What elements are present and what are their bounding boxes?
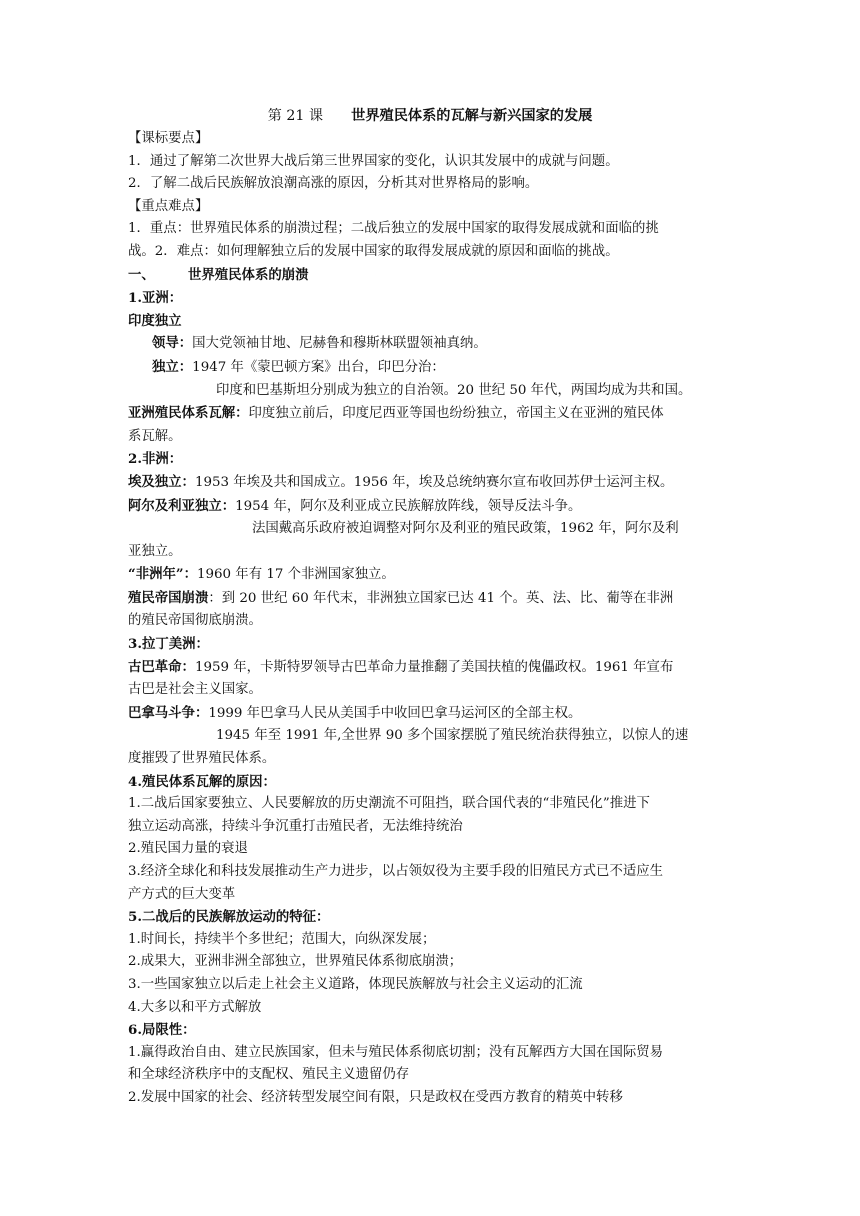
india-independence bbox=[128, 356, 732, 380]
lesson-title: 世界殖民体系的瓦解与新兴国家的发展 bbox=[351, 108, 593, 124]
independence-label: 独立： bbox=[152, 358, 193, 375]
latin-heading: 3.拉丁美洲： bbox=[128, 636, 209, 653]
independence-text: 1947 年《蒙巴顿方案》出台，印巴分治： bbox=[192, 359, 445, 375]
leader-label: 领导： bbox=[152, 335, 193, 352]
africa-year-text: 1960 年有 17 个非洲国家独立。 bbox=[196, 567, 395, 583]
panama-label: 巴拿马斗争： bbox=[128, 704, 209, 721]
africa-year-label: “非洲年”： bbox=[128, 566, 197, 583]
egypt-text: 1953 年埃及共和国成立。1956 年，埃及总统纳赛尔宣布收回苏伊士运河主权。 bbox=[194, 474, 674, 490]
reasons-line: 产方式的巨大变革 bbox=[128, 886, 236, 902]
algeria-label: 阿尔及利亚独立： bbox=[128, 497, 236, 514]
cuba-text: 1959 年，卡斯特罗领导古巴革命力量推翻了美国扶植的傀儡政权。1961 年宣布 bbox=[194, 659, 674, 675]
india-leader bbox=[128, 332, 732, 356]
cuba-revolution bbox=[128, 656, 732, 680]
features-line: 4.大多以和平方式解放 bbox=[128, 999, 262, 1015]
cuba-revolution-cont: 古巴是社会主义国家。 bbox=[128, 682, 262, 698]
features-line: 1.时间长，持续半个多世纪；范围大，向纵深发展； bbox=[128, 931, 436, 947]
asia-collapse-label: 亚洲殖民体系瓦解： bbox=[128, 405, 249, 422]
leader-text: 国大党领袖甘地、尼赫鲁和穆斯林联盟领袖真纳。 bbox=[192, 336, 487, 352]
section-title: 世界殖民体系的崩溃 bbox=[188, 266, 309, 283]
africa-heading: 2.非洲： bbox=[128, 451, 183, 468]
asia-collapse-text: 印度独立前后，印度尼西亚等国也纷纷独立，帝国主义在亚洲的殖民体 bbox=[248, 406, 664, 422]
features-heading: 5.二战后的民族解放运动的特征： bbox=[128, 909, 330, 926]
reasons-line: 3.经济全球化和科技发展推动生产力进步，以占领奴役为主要手段的旧殖民方式已不适应生 bbox=[128, 864, 664, 879]
limits-line: 2.发展中国家的社会、经济转型发展空间有限，只是政权在受西方教育的精英中转移 bbox=[128, 1089, 623, 1105]
features-line: 3.一些国家独立以后走上社会主义道路，体现民族解放与社会主义运动的汇流 bbox=[128, 976, 583, 992]
document-page bbox=[128, 104, 732, 1110]
algeria-detail: 法国戴高乐政府被迫调整对阿尔及利亚的殖民政策，1962 年，阿尔及利 bbox=[252, 521, 679, 537]
standards-heading: 【课标要点】 bbox=[128, 131, 209, 146]
summary-line: 1945 年至 1991 年,全世界 90 多个国家摆脱了殖民统治获得独立，以惊人的速 bbox=[216, 728, 689, 744]
reasons-line: 独立运动高涨，持续斗争沉重打击殖民者，无法维持统治 bbox=[128, 818, 463, 834]
africa-year bbox=[128, 563, 732, 587]
empire-collapse bbox=[128, 587, 732, 611]
asia-collapse-cont: 系瓦解。 bbox=[128, 428, 182, 444]
standards-item-2: 2．了解二战后民族解放浪潮高涨的原因，分析其对世界格局的影响。 bbox=[128, 176, 539, 192]
summary-line-cont: 度摧毁了世界殖民体系。 bbox=[128, 751, 276, 767]
keypoints-heading: 【重点难点】 bbox=[128, 198, 209, 214]
section-heading bbox=[128, 264, 732, 288]
empire-collapse-cont: 的殖民帝国彻底崩溃。 bbox=[128, 613, 262, 629]
keypoints-line-2: 战。2．难点：如何理解独立后的发展中国家的取得发展成就的原因和面临的挑战。 bbox=[128, 243, 619, 259]
empire-collapse-text: ：到 20 世纪 60 年代末，非洲独立国家已达 41 个。英、法、比、葡等在非洲 bbox=[208, 590, 674, 606]
reasons-line: 2.殖民国力量的衰退 bbox=[128, 841, 248, 857]
algeria-independence bbox=[128, 495, 732, 519]
asia-heading: 1.亚洲： bbox=[128, 290, 183, 307]
algeria-detail-cont: 亚独立。 bbox=[128, 543, 182, 559]
keypoints-line-1: 1．重点：世界殖民体系的崩溃过程；二战后独立的发展中国家的取得发展成就和面临的挑 bbox=[128, 221, 659, 237]
section-number: 一、 bbox=[128, 266, 155, 283]
limits-heading: 6.局限性： bbox=[128, 1022, 196, 1039]
page-title bbox=[128, 104, 732, 128]
egypt-independence bbox=[128, 471, 732, 495]
cuba-label: 古巴革命： bbox=[128, 658, 195, 675]
empire-collapse-label: 殖民帝国崩溃 bbox=[128, 589, 209, 606]
india-heading: 印度独立 bbox=[128, 312, 182, 329]
algeria-text: 1954 年，阿尔及利亚成立民族解放阵线，领导反法斗争。 bbox=[235, 498, 582, 514]
india-independence-detail: 印度和巴基斯坦分别成为独立的自治领。20 世纪 50 年代，两国均成为共和国。 bbox=[216, 382, 692, 398]
lesson-number: 第 21 课 bbox=[267, 108, 324, 124]
limits-line: 和全球经济秩序中的支配权、殖民主义遗留仍存 bbox=[128, 1067, 410, 1083]
features-line: 2.成果大，亚洲非洲全部独立，世界殖民体系彻底崩溃； bbox=[128, 954, 463, 970]
panama-struggle bbox=[128, 702, 732, 726]
egypt-label: 埃及独立： bbox=[128, 473, 195, 490]
reasons-line: 1.二战后国家要独立、人民要解放的历史潮流不可阻挡，联合国代表的“非殖民化”推进下 bbox=[128, 796, 650, 812]
reasons-heading: 4.殖民体系瓦解的原因： bbox=[128, 773, 276, 790]
asia-collapse bbox=[128, 402, 732, 426]
standards-item-1: 1．通过了解第二次世界大战后第三世界国家的变化，认识其发展中的成就与问题。 bbox=[128, 153, 619, 169]
panama-text: 1999 年巴拿马人民从美国手中收回巴拿马运河区的全部主权。 bbox=[208, 705, 582, 721]
limits-line: 1.赢得政治自由、建立民族国家，但未与殖民体系彻底切割；没有瓦解西方大国在国际贸易 bbox=[128, 1044, 664, 1060]
